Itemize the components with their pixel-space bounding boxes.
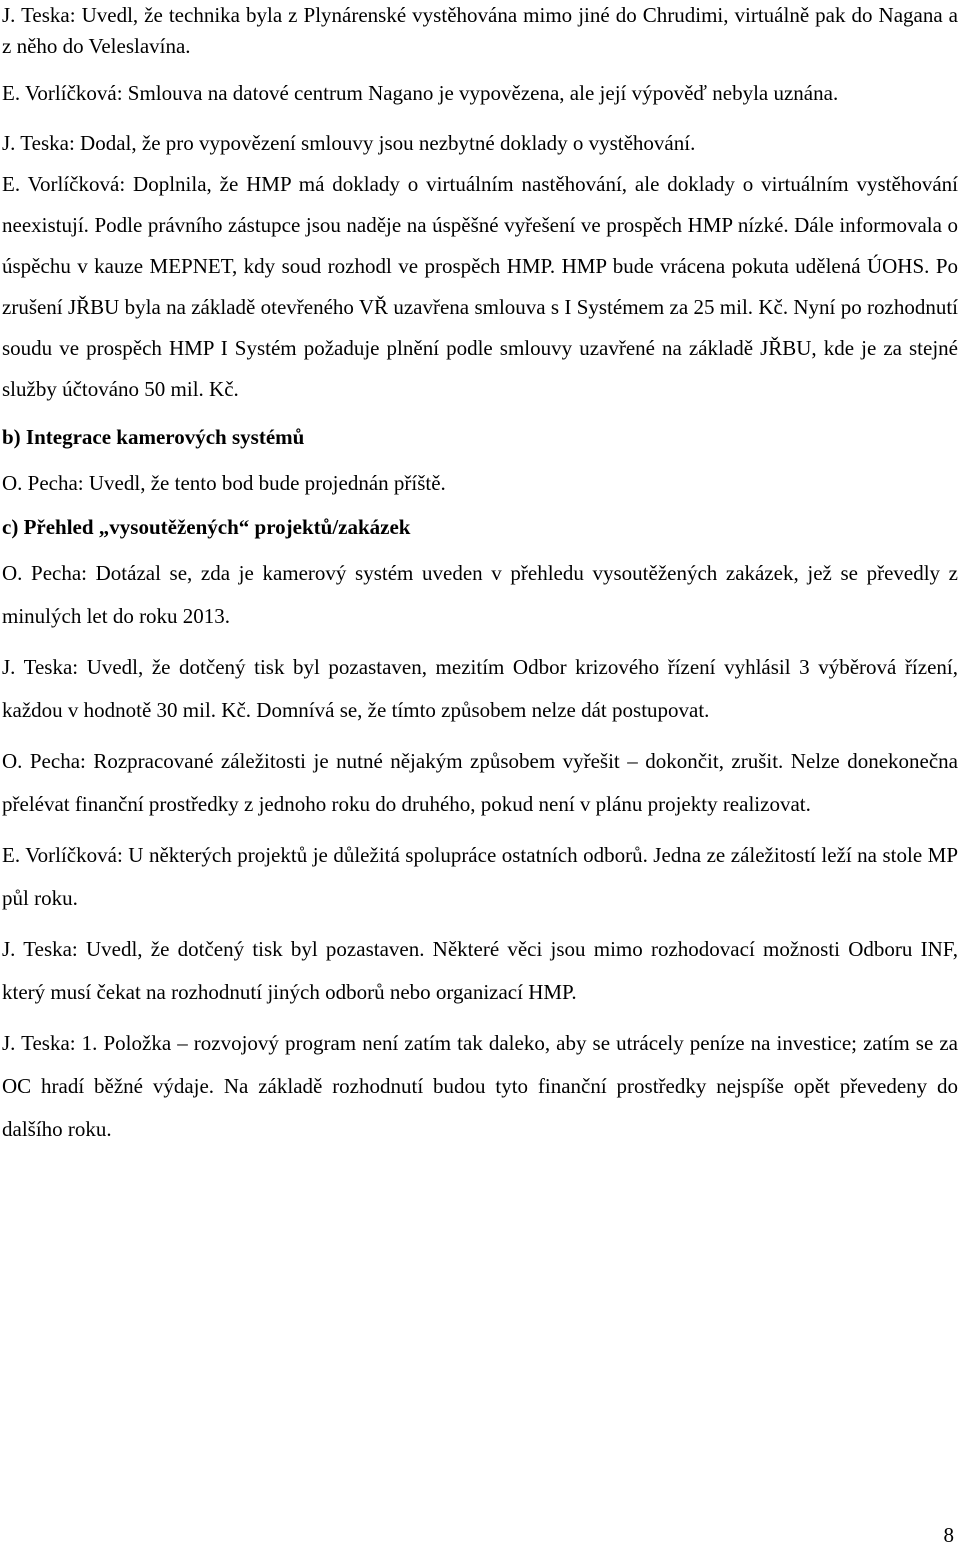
paragraph-vorlickova-smlouva: E. Vorlíčková: Smlouva na datové centrum Nagano je vypovězena, ale její výpověď nebyla uznána. bbox=[2, 81, 839, 105]
paragraph-teska-tisk-pozastaven: J. Teska: Uvedl, že dotčený tisk byl pozastaven, mezitím Odbor krizového řízení vyhlásil 3 výběrová řízení, každou v hodnotě 30 mil. Kč. Domnívá se, že tímto způsobem nelze dát postupovat. bbox=[2, 655, 958, 722]
paragraph-vorlickova-doplnila: E. Vorlíčková: Doplnila, že HMP má doklady o virtuálním nastěhování, ale doklady o virtuálním vystěhování neexistují. Podle právního zástupce jsou naděje na úspěšné vyřešení ve prospěch HMP nízké. Dále informovala o úspěchu v kauze MEPNET, kdy soud rozhodl ve prospěch HMP. HMP bude vrácena pokuta udělená ÚOHS. Po zrušení JŘBU byla na základě otevřeného VŘ uzavřena smlouva s I Systémem za 25 mil. Kč. Nyní po rozhodnutí soudu ve prospěch HMP I Systém požaduje plnění podle smlouvy uzavřené na základě JŘBU, kde je za stejné služby účtováno 50 mil. Kč. bbox=[2, 172, 958, 401]
paragraph-pecha-bod: O. Pecha: Uvedl, že tento bod bude projednán příště. bbox=[2, 471, 446, 495]
heading-integrace-kamerovych-systemu: b) Integrace kamerových systémů bbox=[2, 425, 305, 449]
paragraph-teska-technika: J. Teska: Uvedl, že technika byla z Plynárenské vystěhována mimo jiné do Chrudimi, virtuálně pak do Nagana a z něho do Veleslavína. bbox=[2, 3, 958, 58]
paragraph-pecha-dotazal: O. Pecha: Dotázal se, zda je kamerový systém uveden v přehledu vysoutěžených zakázek, jež se převedly z minulých let do roku 2013. bbox=[2, 561, 958, 628]
document-page bbox=[2, 0, 958, 1151]
paragraph-vorlickova-projekty: E. Vorlíčková: U některých projektů je důležitá spolupráce ostatních odborů. Jedna ze záležitostí leží na stole MP půl roku. bbox=[2, 843, 958, 910]
paragraph-pecha-rozpracovane: O. Pecha: Rozpracované záležitosti je nutné nějakým způsobem vyřešit – dokončit, zrušit. Nelze donekonečna přelévat finanční prostředky z jednoho roku do druhého, pokud není v plánu projekty realizovat. bbox=[2, 749, 958, 816]
paragraph-teska-doklady: J. Teska: Dodal, že pro vypovězení smlouvy jsou nezbytné doklady o vystěhování. bbox=[2, 131, 696, 155]
paragraph-teska-polozka: J. Teska: 1. Položka – rozvojový program není zatím tak daleko, aby se utrácely peníze na investice; zatím se za OC hradí běžné výdaje. Na základě rozhodnutí budou tyto finanční prostředky nejspíše opět převedeny do dalšího roku. bbox=[2, 1031, 958, 1141]
paragraph-teska-odbor-inf: J. Teska: Uvedl, že dotčený tisk byl pozastaven. Některé věci jsou mimo rozhodovací možnosti Odboru INF, který musí čekat na rozhodnutí jiných odborů nebo organizací HMP. bbox=[2, 937, 958, 1004]
heading-prehled-projektu: c) Přehled „vysoutěžených“ projektů/zakázek bbox=[2, 515, 411, 539]
page-number: 8 bbox=[943, 1523, 954, 1547]
